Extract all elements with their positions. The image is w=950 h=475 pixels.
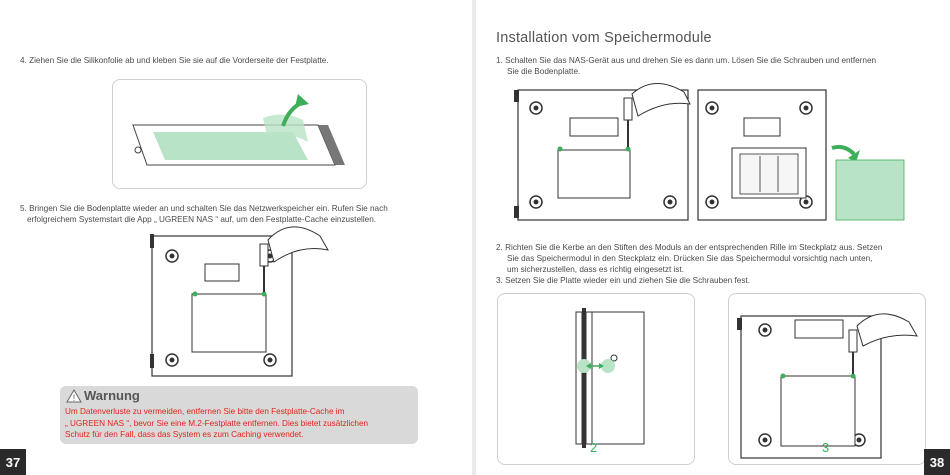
tighten-drawing (729, 294, 925, 464)
step-4-text: 4. Ziehen Sie die Silikonfolie ab und kleben Sie sie auf die Vorderseite der Festplatte. (20, 56, 329, 65)
illustration-nas-bottom (150, 222, 330, 382)
warning-title: Warnung (84, 388, 140, 403)
illustration-ssd-film (112, 79, 367, 189)
caption-step-2: 2 (590, 440, 598, 455)
svg-text:!: ! (72, 393, 76, 403)
step-5-line2: erfolgreichem Systemstart die App „ UGREEN NAS “ auf, um den Festplatte-Cache einzustellen. (27, 215, 377, 224)
page-number-right: 38 (924, 449, 950, 475)
warning-line1: Um Datenverluste zu vermeiden, entfernen Sie bitte den Festplatte-Cache im (65, 407, 345, 416)
step-2-line1: 2. Richten Sie die Kerbe an den Stiften des Moduls an der entsprechenden Rille im Steckplatz aus. Setzen (496, 243, 883, 252)
warning-box (60, 386, 418, 444)
page-number-left: 37 (0, 449, 26, 475)
ssd-film-drawing (113, 80, 366, 188)
illustration-step1-screws (514, 88, 704, 228)
step-1-line1: 1. Schalten Sie das NAS-Gerät aus und drehen Sie es dann um. Lösen Sie die Schrauben und entfernen (496, 56, 877, 65)
step-2-line2: Sie das Speichermodul in den Steckplatz ein. Drücken Sie das Speichermodul vorsichtig nach unten, (507, 254, 873, 263)
warning-line3: Schutz für den Fall, dass das System es zum Caching verwendet. (65, 430, 304, 439)
step-1-line2: Sie die Bodenplatte. (507, 67, 581, 76)
illustration-step1-plate-removed (696, 88, 926, 228)
warning-text (65, 406, 415, 441)
step-3-text: 3. Setzen Sie die Platte wieder ein und ziehen Sie die Schrauben fest. (496, 276, 750, 285)
page-title: Installation vom Speichermodule (496, 30, 712, 46)
warning-icon (66, 389, 82, 403)
caption-step-3: 3 (822, 440, 830, 455)
warning-line2: „ UGREEN NAS “, bevor Sie eine M.2-Festplatte entfernen. Dies bietet zusätzlichen (65, 418, 369, 428)
left-page (0, 0, 472, 475)
step-2-line3: um sicherzustellen, dass es richtig eingesetzt ist. (507, 265, 685, 274)
step-5-line1: 5. Bringen Sie die Bodenplatte wieder an und schalten Sie das Netzwerkspeicher ein. Rufen Sie nach (20, 204, 388, 213)
right-page (476, 0, 950, 475)
memory-module-drawing (498, 294, 694, 464)
